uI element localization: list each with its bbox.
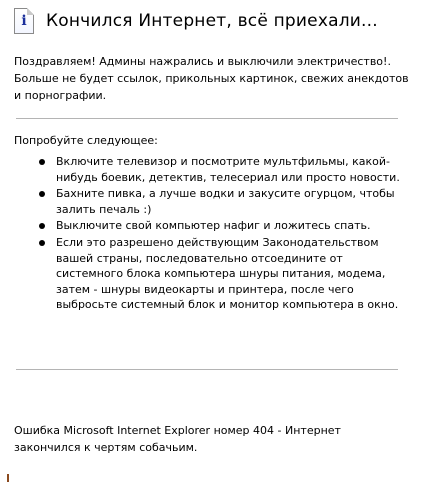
info-icon bbox=[14, 8, 34, 34]
info-glyph: i bbox=[21, 13, 27, 29]
page-header bbox=[14, 8, 378, 34]
list-item: Включите телевизор и посмотрите мультфильмы, какой-нибудь боевик, детектив, телесериал или просто новости. bbox=[39, 154, 404, 185]
suggestions-list bbox=[39, 154, 404, 314]
list-item: Выключите свой компьютер нафиг и ложитесь спать. bbox=[39, 218, 404, 234]
page-title: Кончился Интернет, всё приехали... bbox=[46, 11, 378, 31]
divider-bottom bbox=[16, 369, 398, 370]
suggestions-heading: Попробуйте следующее: bbox=[14, 134, 158, 147]
list-item: Бахните пивка, а лучше водки и закусите огурцом, чтобы залить печаль :) bbox=[39, 186, 404, 217]
intro-text: Поздравляем! Админы нажрались и выключили электричество!. Больше не будет ссылок, прикольных картинок, свежих анекдотов и порнографии. bbox=[14, 55, 409, 102]
list-item: Если это разрешено действующим Законодательством вашей страны, последовательно отсоедините от системного блока компьютера шнуры питания, модема, затем - шнуры видеокарты и принтера, после чего выбросьте системный блок и монитор компьютера в окно. bbox=[39, 235, 404, 313]
error-footer: Ошибка Microsoft Internet Explorer номер 404 - Интернет закончился к чертям собачьим. bbox=[14, 424, 341, 454]
divider-top bbox=[16, 118, 398, 119]
edge-mark-decoration bbox=[7, 474, 9, 482]
